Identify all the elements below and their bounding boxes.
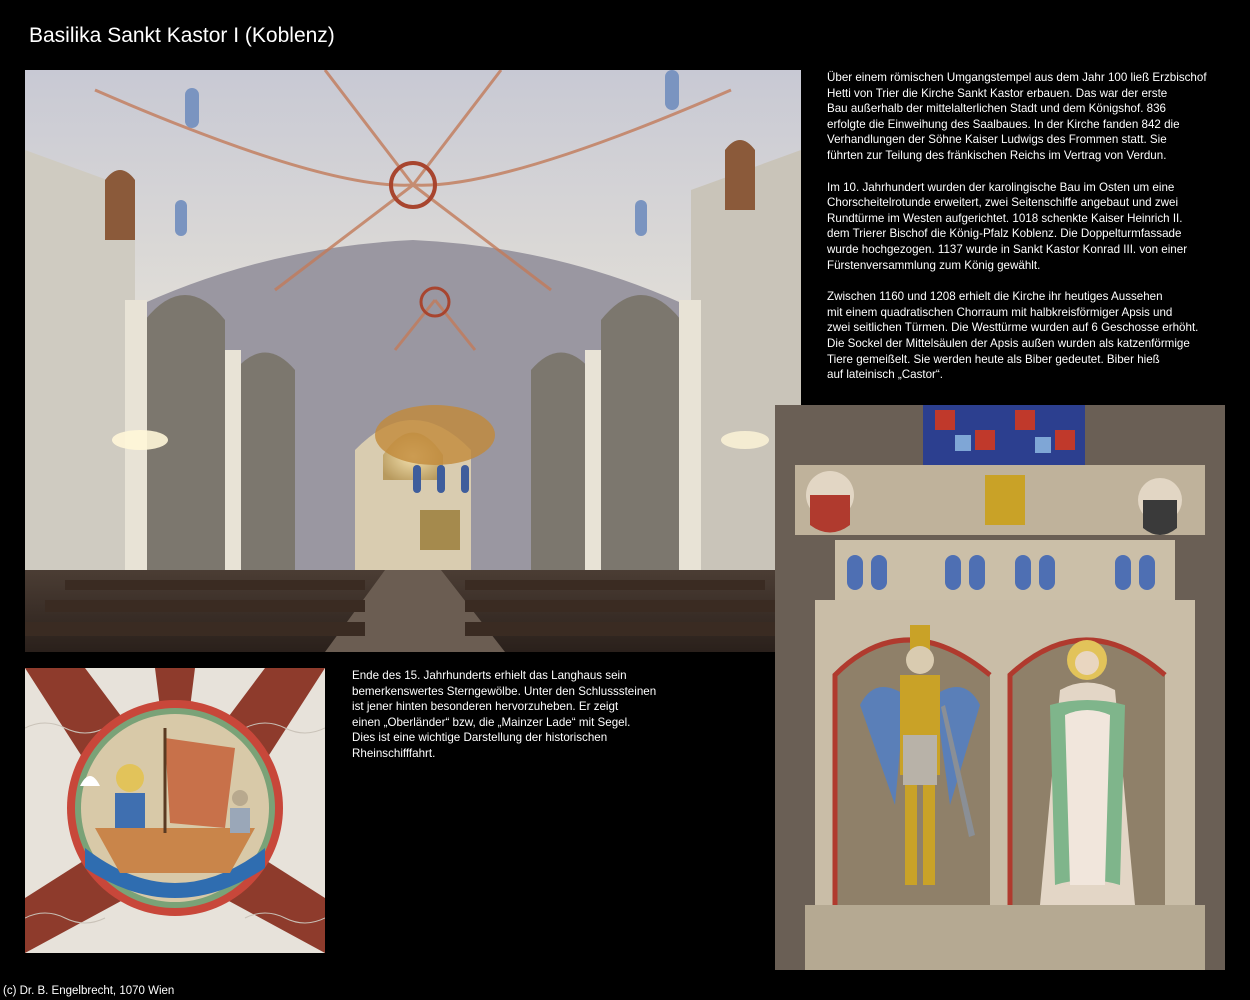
history-text [827,70,1232,399]
text-line: Tiere gemeißelt. Sie werden heute als Biber gedeutet. Biber hieß [827,352,1160,366]
text-line: Verhandlungen der Söhne Kaiser Ludwigs des Frommen statt. Sie [827,133,1167,147]
text-line: auf lateinisch „Castor“. [827,368,943,382]
page-title: Basilika Sankt Kastor I (Koblenz) [29,24,335,47]
text-line: zwei seitlichen Türmen. Die Westtürme wurden auf 6 Geschosse erhöht. [827,321,1199,335]
vault-text [352,668,682,762]
text-line: dem Trierer Bischof die König-Pfalz Koblenz. Die Doppelturmfassade [827,227,1182,241]
text-line: Im 10. Jahrhundert wurden der karolingische Bau im Osten um eine [827,180,1175,194]
text-line: mit einem quadratischen Chorraum mit halbkreisförmiger Apsis und [827,305,1173,319]
text-line: bemerkenswertes Sterngewölbe. Unter den Schlusssteinen [352,684,657,698]
text-line: Zwischen 1160 und 1208 erhielt die Kirche ihr heutiges Aussehen [827,290,1163,304]
history-paragraph-3 [827,289,1232,383]
text-line: einen „Oberländer“ bzw, die „Mainzer Lade“ mit Segel. [352,715,631,729]
keystone-illustration [25,668,325,953]
text-line: Hetti von Trier die Kirche Sankt Kastor erbauen. Das war der erste [827,86,1168,100]
text-line: Bau außerhalb der mittelalterlichen Stadt und dem Königshof. 836 [827,102,1167,116]
nave-illustration [25,70,801,652]
text-line: Ende des 15. Jahrhunderts erhielt das Langhaus sein [352,669,627,682]
text-line: Fürstenversammlung zum König gewählt. [827,258,1041,272]
history-paragraph-1 [827,70,1232,164]
text-line: ist jener hinten besonderen hervorzuheben. Er zeigt [352,700,619,714]
copyright-footer: (c) Dr. B. Engelbrecht, 1070 Wien [3,985,175,997]
text-line: Über einem römischen Umgangstempel aus dem Jahr 100 ließ Erzbischof [827,71,1207,84]
tomb-photo [775,405,1225,970]
tomb-illustration [775,405,1225,970]
text-line: Rheinschifffahrt. [352,746,436,760]
history-paragraph-2 [827,180,1232,274]
text-line: Rundtürme im Westen aufgerichtet. 1018 schenkte Kaiser Heinrich II. [827,211,1183,225]
text-line: Chorscheitelrotunde erweitert, zwei Seitenschiffe angebaut und zwei [827,196,1179,210]
text-line: Dies ist eine wichtige Darstellung der historischen [352,731,608,745]
text-line: Die Sockel der Mittelsäulen der Apsis außen wurden als katzenförmige [827,336,1190,350]
text-line: führten zur Teilung des fränkischen Reichs im Vertrag von Verdun. [827,148,1167,162]
text-line: wurde hochgezogen. 1137 wurde in Sankt Kastor Konrad III. von einer [827,242,1188,256]
keystone-photo [25,668,325,953]
text-line: erfolgte die Einweihung des Saalbaues. In der Kirche fanden 842 die [827,117,1180,131]
nave-photo [25,70,801,652]
